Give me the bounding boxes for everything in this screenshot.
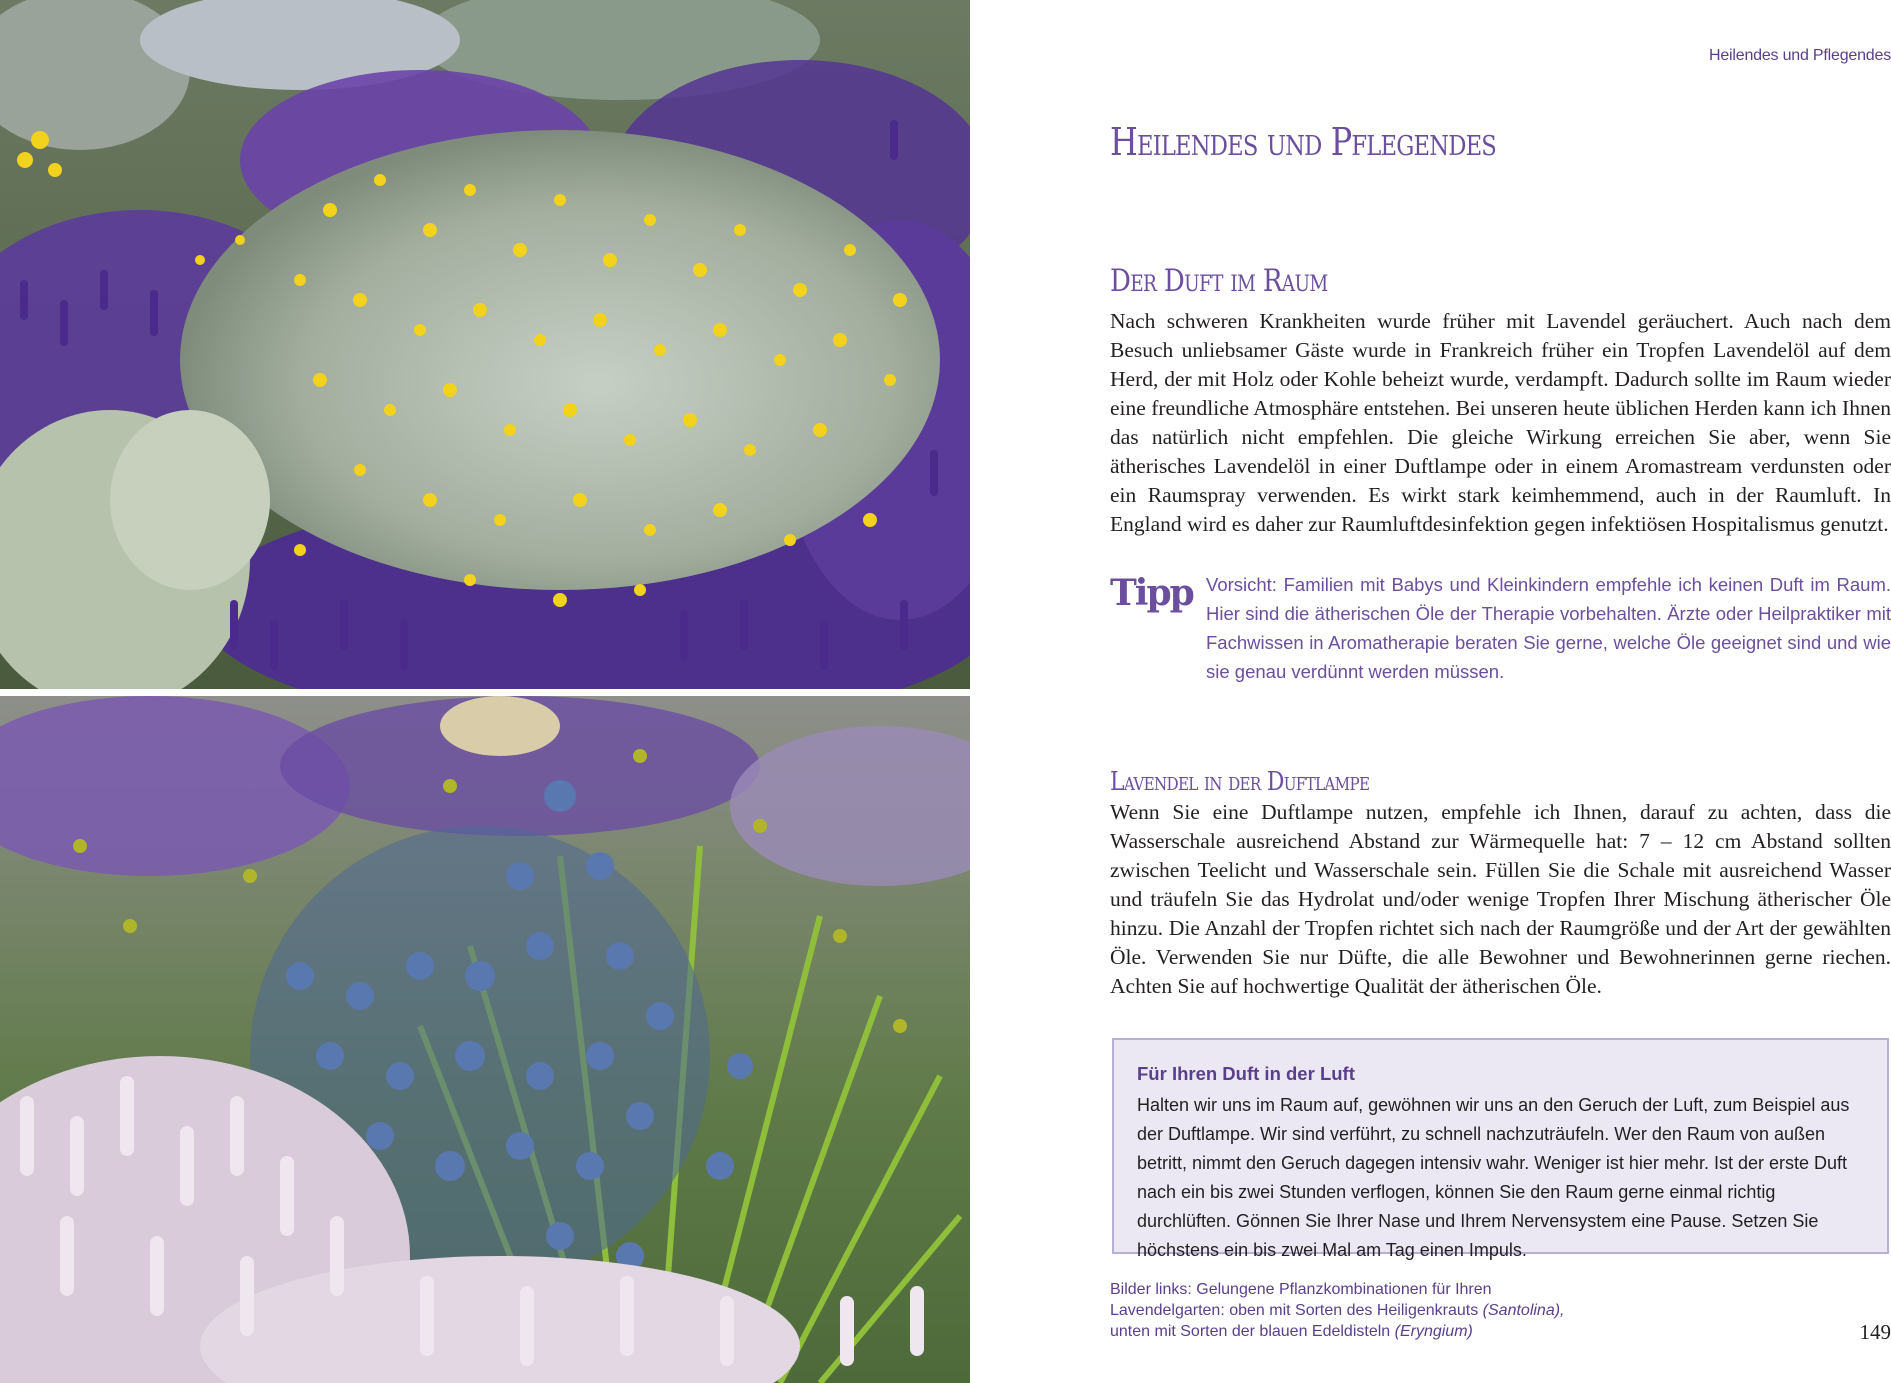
running-head: Heilendes und Pflegendes xyxy=(1708,47,1891,64)
page-number: 149 xyxy=(1859,1320,1891,1344)
caption-line-2 xyxy=(1110,1300,1630,1321)
photo-caption xyxy=(1110,1279,1630,1342)
body-text-duft-im-raum: Nach schweren Krankheiten wurde früher mit Lavendel geräuchert. Auch nach dem Besuch unliebsamer Gäste wurde in Frankreich früher ein Tropfen Lavendelöl auf dem Herd, der mit Holz oder Kohle beheizt wurde, verdampft. Dadurch sollte im Raum wieder eine freundliche Atmosphäre entstehen. Bei unseren heute üblichen Herden kann ich Ihnen das natürlich nicht empfehlen. Die gleiche Wirkung erreichen Sie aber, wenn Sie ätherisches Lavendelöl in einer Duftlampe oder in einem Aromastream verdunsten oder ein Raumspray verwenden. Es wirkt stark keimhemmend, auch in der Raumluft. In England wird es daher zur Raumluftdesinfektion gegen infektiösen Hospitalismus genutzt. xyxy=(1110,309,1891,536)
photo-eryngium-lavender xyxy=(0,696,970,1383)
caption-line-3-italic: (Eryngium) xyxy=(1394,1323,1473,1340)
caption-line-2-text: Lavendelgarten: oben mit Sorten des Heiligenkrauts xyxy=(1110,1302,1483,1319)
photo-eryngium-lavender-image xyxy=(0,696,970,1383)
info-box-title: Für Ihren Duft in der Luft xyxy=(1137,1063,1355,1084)
section-heading-duft-im-raum: Der Duft im Raum xyxy=(1110,263,1328,299)
info-box-text: Halten wir uns im Raum auf, gewöhnen wir uns an den Geruch der Luft, zum Beispiel aus der Duftlampe. Wir sind verführt, zu schnell nachzuträufeln. Wer den Raum von außen betritt, nimmt den Geruch dagegen intensiv wahr. Weniger ist hier mehr. Ist der erste Duft nach ein bis zwei Stunden verflogen, können Sie den Raum gerne einmal richtig durchlüften. Gönnen Sie Ihrer Nase und Ihrem Nervensystem eine Pause. Setzen Sie höchstens ein bis zwei Mal am Tag einen Impuls. xyxy=(1137,1095,1850,1260)
chapter-title: Heilendes und Pflegendes xyxy=(1110,120,1496,164)
caption-line-1: Bilder links: Gelungene Pflanzkombinationen für Ihren xyxy=(1110,1281,1492,1298)
photo-divider xyxy=(0,689,970,696)
body-text-duftlampe: Wenn Sie eine Duftlampe nutzen, empfehle ich Ihnen, darauf zu achten, dass die Wasserschale ausreichend Abstand zur Wärmequelle hat: 7 – 12 cm Abstand sollten zwischen Teelicht und Wasserschale sein. Füllen Sie die Schale mit ausreichend Wasser und träufeln Sie das Hydrolat und/oder wenige Tropfen Ihrer Mischung ätherischer Öle hinzu. Die Anzahl der Tropfen richtet sich nach der Raumgröße und der Art der gewählten Öle. Verwenden Sie nur Düfte, die alle Bewohner und Bewohnerinnen gerne riechen. Achten Sie auf hochwertige Qualität der ätherischen Öle. xyxy=(1110,800,1891,998)
photo-santolina-lavender-image xyxy=(0,0,970,689)
caption-line-2-italic: (Santolina), xyxy=(1482,1302,1565,1319)
caption-line-3-text: unten mit Sorten der blauen Edeldisteln xyxy=(1110,1323,1395,1340)
info-box xyxy=(1112,1038,1889,1260)
photo-santolina-lavender xyxy=(0,0,970,689)
tipp-icon: Tipp xyxy=(1110,572,1193,614)
section-heading-duftlampe: Lavendel in der Duftlampe xyxy=(1110,767,1370,797)
tipp-text: Vorsicht: Familien mit Babys und Kleinkindern empfehle ich keinen Duft im Raum. Hier sind die ätherischen Öle der Therapie vorbehalten. Ärzte oder Heilpraktiker mit Fachwissen in Aromatherapie beraten Sie gerne, welche Öle geeignet sind und wie sie genau verdünnt werden müssen. xyxy=(1206,574,1891,682)
caption-line-3 xyxy=(1110,1321,1630,1342)
